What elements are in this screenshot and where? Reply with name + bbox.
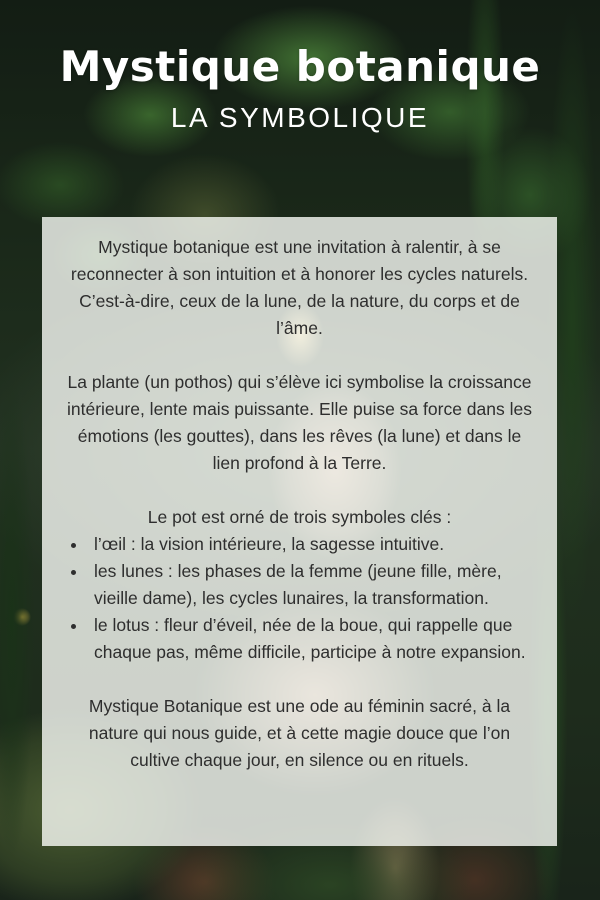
header (0, 44, 600, 134)
list-item-lotus: • le lotus : fleur d’éveil, née de la boue, qui rappelle que chaque pas, même difficile, participe à notre expansion. (88, 612, 535, 666)
poster-title: Mystique botanique (59, 42, 541, 91)
poster-subtitle: LA SYMBOLIQUE (170, 102, 430, 134)
closing-paragraph: Mystique Botanique est une ode au féminin sacré, à la nature qui nous guide, et à cette magie douce que l’on cultive chaque jour, en silence ou en rituels. (88, 696, 511, 770)
intro-paragraph: Mystique botanique est une invitation à ralentir, à se reconnecter à son intuition et à honorer les cycles naturels. C’est-à-dire, ceux de la lune, de la nature, du corps et de l’âme. (70, 237, 529, 338)
list-item-eye: • l’œil : la vision intérieure, la sagesse intuitive. (88, 531, 535, 558)
plant-symbolism-paragraph: La plante (un pothos) qui s’élève ici symbolise la croissance intérieure, lente mais puissante. Elle puise sa force dans les émotions (les gouttes), dans les rêves (la lune) et dans le lien profond à la Terre. (67, 372, 532, 473)
list-item-moons: • les lunes : les phases de la femme (jeune fille, mère, vieille dame), les cycles lunaires, la transformation. (88, 558, 535, 612)
symbols-list-intro: Le pot est orné de trois symboles clés : (147, 507, 452, 527)
symbols-list (64, 531, 535, 666)
text-card (42, 217, 557, 846)
